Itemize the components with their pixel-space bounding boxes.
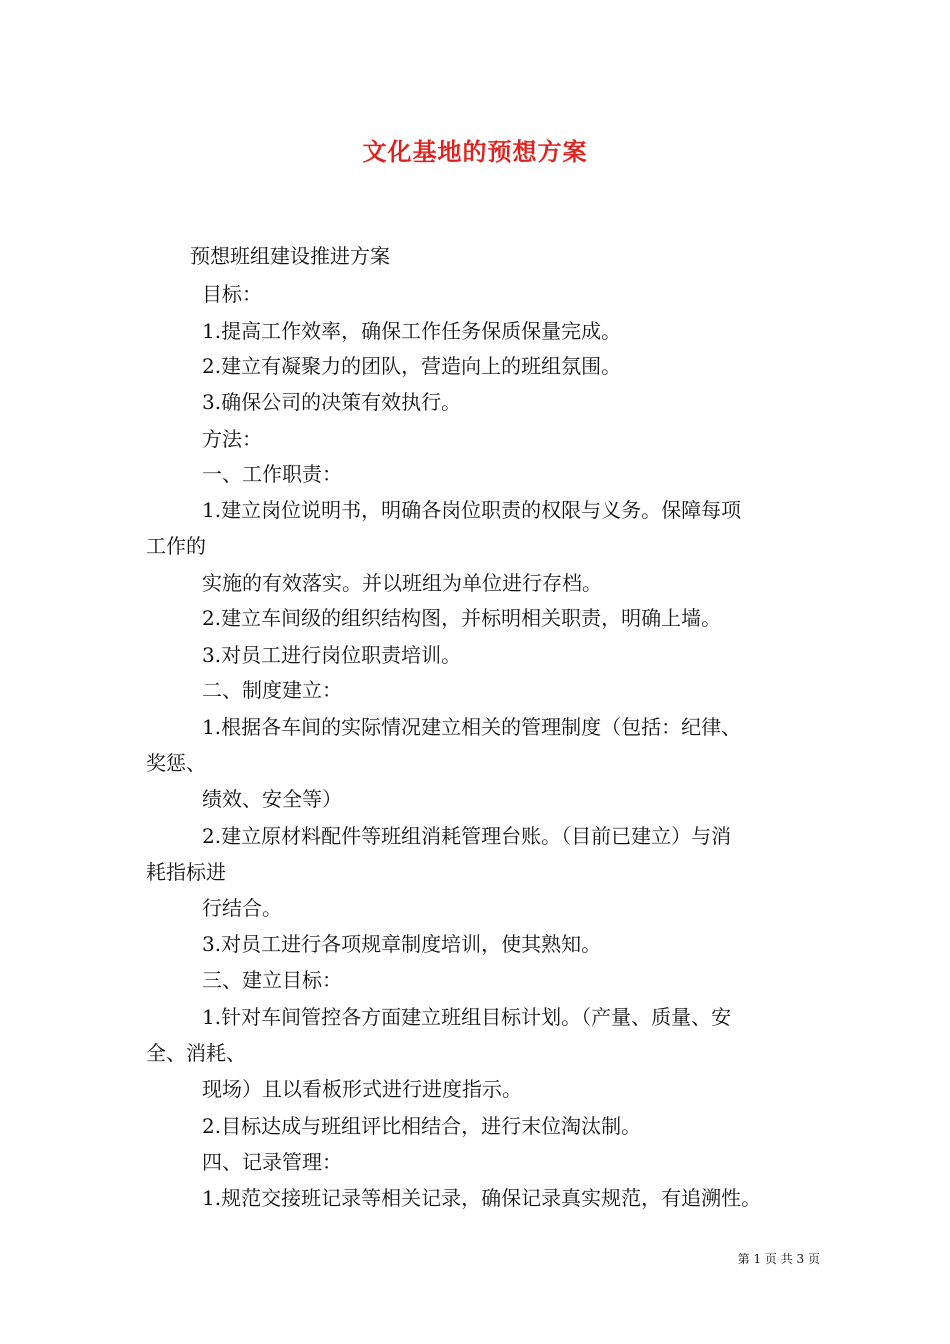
paragraph-line: 1.提高工作效率，确保工作任务保质保量完成。 (202, 319, 622, 343)
paragraph-line: 3.对员工进行各项规章制度培训，使其熟知。 (202, 932, 602, 956)
paragraph-line: 四、记录管理： (202, 1150, 342, 1174)
paragraph-line: 全、消耗、 (146, 1041, 246, 1065)
section-heading: 预想班组建设推进方案 (190, 244, 390, 268)
paragraph-line: 行结合。 (202, 896, 282, 920)
page-number-footer: 第 1 页 共 3 页 (737, 1252, 820, 1266)
paragraph-line: 3.确保公司的决策有效执行。 (202, 390, 462, 414)
paragraph-line: 现场）且以看板形式进行进度指示。 (202, 1077, 522, 1101)
document-title: 文化基地的预想方案 (362, 137, 588, 166)
paragraph-line: 1.建立岗位说明书，明确各岗位职责的权限与义务。保障每项 (202, 498, 742, 522)
paragraph-line: 三、建立目标： (202, 968, 342, 992)
paragraph-line: 3.对员工进行岗位职责培训。 (202, 643, 462, 667)
paragraph-line: 1.针对车间管控各方面建立班组目标计划。（产量、质量、安 (202, 1005, 732, 1029)
paragraph-line: 1.规范交接班记录等相关记录，确保记录真实规范，有追溯性。 (202, 1186, 762, 1210)
paragraph-line: 二、制度建立： (202, 678, 342, 702)
paragraph-line: 2.目标达成与班组评比相结合，进行末位淘汰制。 (202, 1114, 642, 1138)
paragraph-line: 工作的 (146, 534, 206, 558)
paragraph-line: 2.建立原材料配件等班组消耗管理台账。（目前已建立）与消 (202, 824, 732, 848)
paragraph-line: 绩效、安全等） (202, 787, 342, 811)
paragraph-line: 目标： (202, 282, 262, 306)
paragraph-line: 一、工作职责： (202, 462, 342, 486)
paragraph-line: 奖惩、 (146, 751, 206, 775)
paragraph-line: 1.根据各车间的实际情况建立相关的管理制度（包括：纪律、 (202, 715, 742, 739)
paragraph-line: 2.建立有凝聚力的团队，营造向上的班组氛围。 (202, 354, 622, 378)
paragraph-line: 方法： (202, 427, 262, 451)
paragraph-line: 耗指标进 (146, 860, 226, 884)
paragraph-line: 2.建立车间级的组织结构图，并标明相关职责，明确上墙。 (202, 606, 722, 630)
paragraph-line: 实施的有效落实。并以班组为单位进行存档。 (202, 571, 602, 595)
